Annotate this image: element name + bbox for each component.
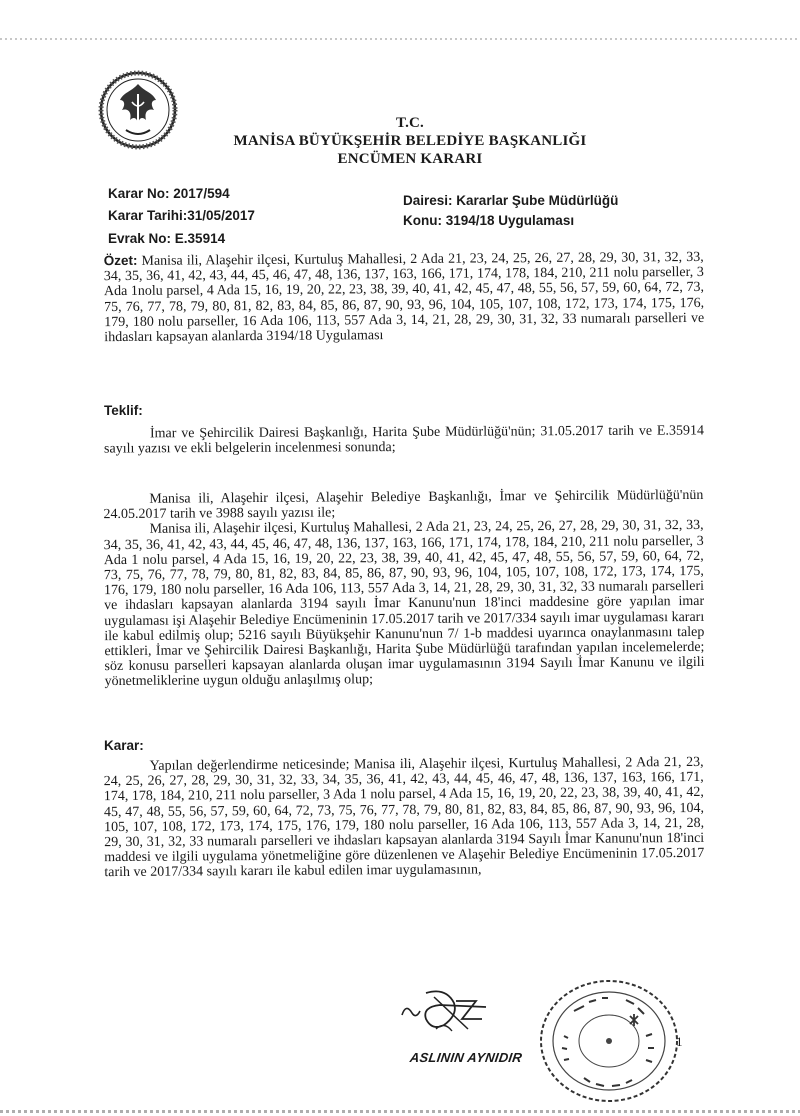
karar-section [104,738,704,753]
karar-tarihi-value: 31/05/2017 [187,208,255,223]
signature-icon [396,985,516,1035]
evrak-no-label: Evrak No: [108,231,172,246]
dairesi [403,193,618,208]
body-para1: Manisa ili, Alaşehir ilçesi, Alaşehir Belediye Başkanlığı, İmar ve Şehircilik Müdürlüğü'nün 24.05.2017 tarih ve 3988 sayılı yazısı ile; [103,487,704,523]
municipality-logo-icon [98,70,178,150]
dairesi-label: Dairesi: [403,193,453,208]
header-committee: ENCÜMEN KARARI [337,151,483,167]
dairesi-value: Kararlar Şube Müdürlüğü [456,193,619,208]
evrak-no-value: E.35914 [174,231,226,246]
certified-copy-stamp: ASLININ AYNIDIR [408,1050,524,1065]
konu [403,213,574,228]
header-institution: MANİSA BÜYÜKŞEHİR BELEDİYE BAŞKANLIĞI [233,133,587,149]
header-tc: T.C. [395,115,425,131]
evrak-no [108,231,225,246]
karar-tarihi-label: Karar Tarihi: [108,208,188,223]
karar-tarihi [108,208,255,223]
karar-label: Karar: [104,738,144,753]
karar-no [108,186,230,201]
karar-body [104,755,705,881]
body-para2: Manisa ili, Alaşehir ilçesi, Kurtuluş Mahallesi, 2 Ada 21, 23, 24, 25, 26, 27, 28, 29, 30, 31, 32, 33, 34, 35, 36, 41, 42, 43, 44, 45, 46, 47, 48, 136, 137, 163, 166, 171, 174, 178, 184, 210, 211 nolu parseller, 3 Ada 1 nolu parsel, 4 Ada 15, 16, 19, 20, 22, 23, 38, 39, 40, 41, 42, 45, 47, 48, 55, 56, 57, 59, 60, 64, 72, 73, 75, 76, 77, 78, 79, 80, 81, 82, 83, 84, 85, 86, 87, 90, 93, 96, 104, 105, 107, 108, 172, 173, 174, 175, 176, 179, 180 nolu parseller, 16 Ada 106, 113, 557 Ada 3, 14, 21, 28, 29, 30, 31, 32, 33 numaralı parselleri ve ihdasları kapsayan alanlarda 3194 sayılı İmar Kanunu'nun 18'inci maddesine göre yapılan imar uygulaması işi Alaşehir Belediye Encümeninin 17.05.2017 tarih ve 2017/334 sayılı imar uygulaması kararı ile kabul edilmiş olup; 5216 sayılı Büyükşehir Kanunu'nun 7/ 1-b maddesi uyarınca onaylanmasını talep ettikleri, İmar ve Şehircilik Dairesi Başkanlığı, Harita Şube Müdürlüğü tarafından yapılan incelemelerde; söz konusu parselleri kapsayan alanlarda oluşan imar uygulamasının 3194 Sayılı İmar Kanunu ve ilgili yönetmeliklerine uygun olduğu anlaşılmış olup; [103,518,705,690]
official-seal-icon [534,976,684,1106]
konu-value: 3194/18 Uygulaması [445,213,575,228]
scan-artifact-top [0,38,800,40]
karar-text: Yapılan değerlendirme neticesinde; Manisa ili, Alaşehir ilçesi, Kurtuluş Mahallesi, 2 Ada 21, 23, 24, 25, 26, 27, 28, 29, 30, 31, 32, 33, 34, 35, 36, 41, 42, 43, 44, 45, 46, 47, 48, 136, 137, 163, 166, 171, 174, 178, 184, 210, 211 nolu parseller, 3 Ada 1 nolu parsel, 4 Ada 15, 16, 19, 20, 22, 23, 38, 39, 40, 41, 42, 45, 47, 48, 55, 56, 57, 59, 60, 64, 72, 73, 75, 76, 77, 78, 79, 80, 81, 82, 83, 84, 85, 86, 87, 90, 93, 96, 104, 105, 107, 108, 172, 173, 174, 175, 176, 179, 180 nolu parseller, 16 Ada 106, 113, 557 Ada 3, 14, 21, 28, 29, 30, 31, 32, 33 numaralı parselleri ve ihdasları kapsayan alanlarda 3194 Sayılı İmar Kanunu'nun 18'inci maddesi ve ilgili uygulama yönetmeliğine göre düzenlenen ve Alaşehir Belediye Encümeninin 17.05.2017 tarih ve 2017/334 sayılı kararı ile kabul edilen imar uygulamasının, [103,754,705,881]
teklif-label: Teklif: [104,403,143,418]
karar-no-value: 2017/594 [173,186,230,201]
teklif-body [104,423,704,457]
karar-no-label: Karar No: [108,186,170,201]
scan-artifact-bottom [0,1110,800,1113]
page-number: 1 [676,1034,683,1049]
teklif-section [104,403,704,418]
konu-label: Konu: [403,213,442,228]
ozet-text: Manisa ili, Alaşehir ilçesi, Kurtuluş Mahallesi, 2 Ada 21, 23, 24, 25, 26, 27, 28, 29, 30, 31, 32, 33, 34, 35, 36, 41, 42, 43, 44, 45, 46, 47, 48, 136, 137, 163, 166, 171, 174, 178, 184, 210, 211 nolu parseller, 3 Ada 1nolu parsel, 4 Ada 15, 16, 19, 20, 22, 23, 38, 39, 40, 41, 42, 45, 47, 48, 55, 56, 57, 59, 60, 64, 72, 73, 75, 76, 77, 78, 79, 80, 81, 82, 83, 84, 85, 86, 87, 90, 93, 96, 104, 105, 107, 108, 172, 173, 174, 175, 176, 179, 180 nolu parseller, 16 Ada 106, 113, 557 Ada 3, 14, 21, 28, 29, 30, 31, 32, 33 numaralı parselleri ve ihdasları kapsayan alanlarda 3194/18 Uygulaması [103,249,705,346]
ozet-label: Özet: [103,252,138,269]
ozet-section [104,249,705,345]
teklif-text: İmar ve Şehircilik Dairesi Başkanlığı, Harita Şube Müdürlüğü'nün; 31.05.2017 tarih ve E.35914 sayılı yazısı ve ekli belgelerin incelenmesi sonunda; [104,423,704,457]
body-section [103,488,704,690]
